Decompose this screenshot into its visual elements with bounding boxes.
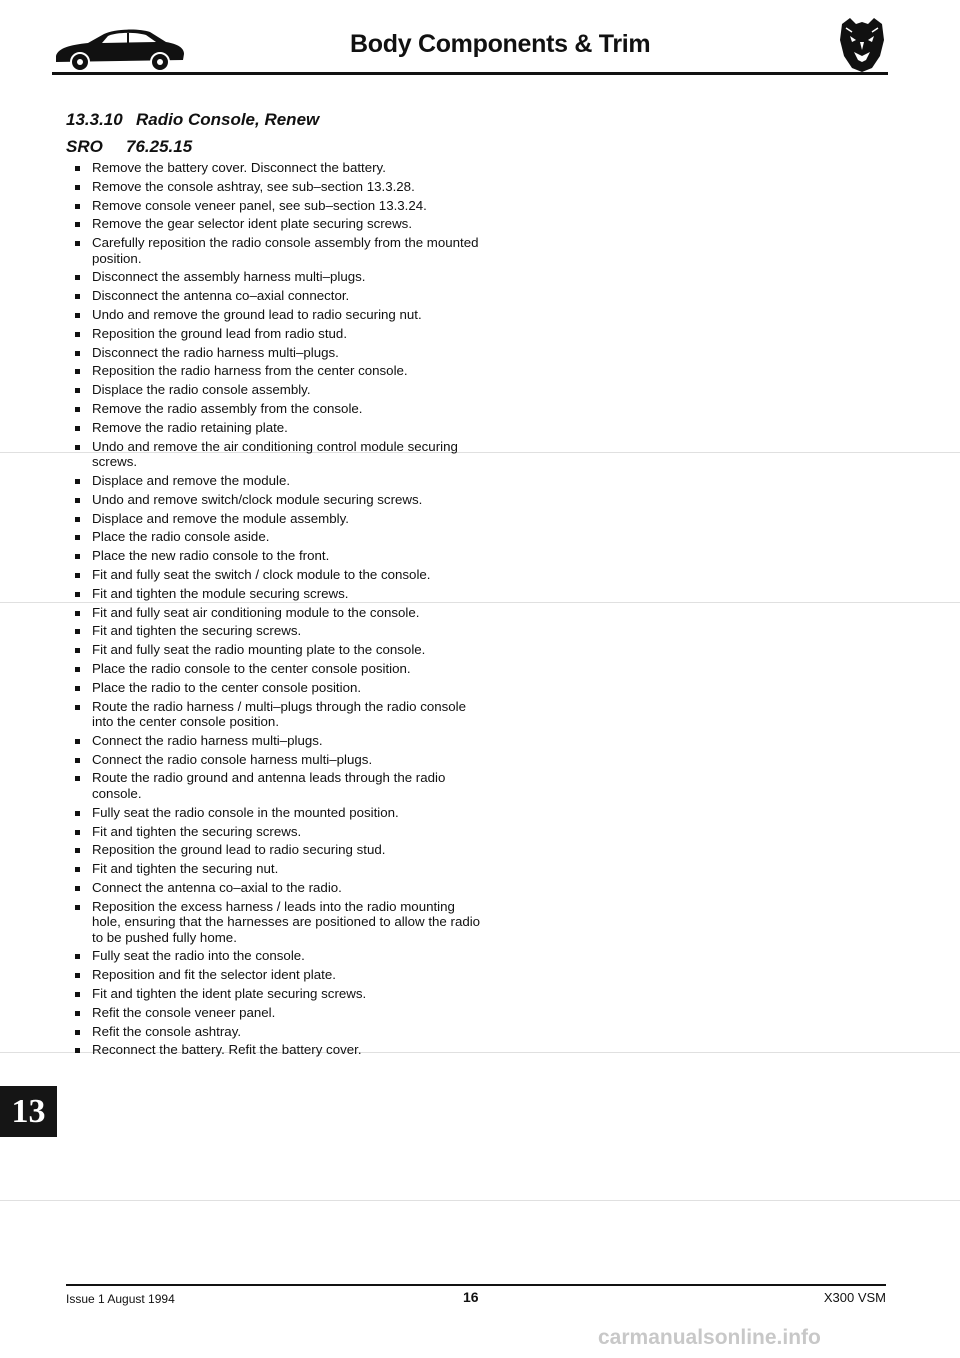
bullet-icon (75, 517, 80, 522)
procedure-step: Disconnect the assembly harness multi–plugs. (74, 269, 484, 285)
bullet-icon (75, 407, 80, 412)
bullet-icon (75, 185, 80, 190)
bullet-icon (75, 705, 80, 710)
procedure-step: Fit and tighten the module securing screws. (74, 586, 484, 602)
bullet-icon (75, 648, 80, 653)
procedure-step: Reconnect the battery. Refit the battery cover. (74, 1042, 484, 1058)
bullet-icon (75, 535, 80, 540)
procedure-step: Remove console veneer panel, see sub–section 13.3.24. (74, 198, 484, 214)
procedure-step: Connect the antenna co–axial to the radio. (74, 880, 484, 896)
bullet-icon (75, 973, 80, 978)
procedure-steps (74, 160, 484, 1061)
procedure-step: Remove the gear selector ident plate securing screws. (74, 216, 484, 232)
procedure-step: Disconnect the antenna co–axial connector. (74, 288, 484, 304)
section-title-text: Radio Console, Renew (136, 110, 320, 129)
procedure-step: Fit and fully seat the switch / clock module to the console. (74, 567, 484, 583)
page-header-title: Body Components & Trim (350, 30, 651, 58)
bullet-icon (75, 222, 80, 227)
procedure-step: Remove the battery cover. Disconnect the battery. (74, 160, 484, 176)
footer-doc-code: X300 VSM (823, 1290, 886, 1305)
procedure-step: Route the radio ground and antenna leads through the radio console. (74, 770, 484, 801)
procedure-step: Displace and remove the module assembly. (74, 511, 484, 527)
procedure-step: Route the radio harness / multi–plugs through the radio console into the center console position. (74, 699, 484, 730)
bullet-icon (75, 479, 80, 484)
procedure-step: Reposition and fit the selector ident plate. (74, 967, 484, 983)
procedure-step: Refit the console ashtray. (74, 1024, 484, 1040)
bullet-icon (75, 166, 80, 171)
procedure-step: Connect the radio harness multi–plugs. (74, 733, 484, 749)
bullet-icon (75, 886, 80, 891)
bullet-icon (75, 1048, 80, 1053)
bullet-icon (75, 1011, 80, 1016)
procedure-step: Place the radio to the center console position. (74, 680, 484, 696)
bullet-icon (75, 498, 80, 503)
bullet-icon (75, 848, 80, 853)
bullet-icon (75, 313, 80, 318)
procedure-step: Reposition the ground lead from radio stud. (74, 326, 484, 342)
procedure-step: Fit and tighten the ident plate securing screws. (74, 986, 484, 1002)
procedure-step: Carefully reposition the radio console assembly from the mounted position. (74, 235, 484, 266)
bullet-icon (75, 369, 80, 374)
bullet-icon (75, 992, 80, 997)
jaguar-head-icon (836, 16, 888, 74)
procedure-step: Fit and fully seat the radio mounting plate to the console. (74, 642, 484, 658)
bullet-icon (75, 954, 80, 959)
bullet-icon (75, 867, 80, 872)
bullet-icon (75, 667, 80, 672)
page-number: 16 (463, 1289, 479, 1305)
scan-line (0, 1200, 960, 1201)
procedure-step: Remove the radio assembly from the console. (74, 401, 484, 417)
section-heading (66, 110, 319, 130)
bullet-icon (75, 241, 80, 246)
procedure-step: Reposition the ground lead to radio securing stud. (74, 842, 484, 858)
bullet-icon (75, 351, 80, 356)
bullet-icon (75, 445, 80, 450)
jaguar-car-icon (52, 22, 188, 72)
bullet-icon (75, 811, 80, 816)
footer-rule (66, 1284, 886, 1286)
procedure-step: Place the radio console aside. (74, 529, 484, 545)
procedure-step: Place the new radio console to the front. (74, 548, 484, 564)
bullet-icon (75, 629, 80, 634)
procedure-step: Undo and remove the ground lead to radio securing nut. (74, 307, 484, 323)
bullet-icon (75, 426, 80, 431)
procedure-step: Connect the radio console harness multi–plugs. (74, 752, 484, 768)
bullet-icon (75, 275, 80, 280)
procedure-step: Fit and tighten the securing screws. (74, 623, 484, 639)
bullet-icon (75, 686, 80, 691)
procedure-step: Fit and fully seat air conditioning module to the console. (74, 605, 484, 621)
bullet-icon (75, 294, 80, 299)
chapter-tab: 13 (0, 1086, 57, 1137)
footer-issue: Issue 1 August 1994 (66, 1292, 175, 1306)
bullet-icon (75, 611, 80, 616)
bullet-icon (75, 830, 80, 835)
bullet-icon (75, 1030, 80, 1035)
bullet-icon (75, 739, 80, 744)
procedure-step: Fit and tighten the securing nut. (74, 861, 484, 877)
procedure-step: Remove the console ashtray, see sub–section 13.3.28. (74, 179, 484, 195)
bullet-icon (75, 332, 80, 337)
procedure-step: Fully seat the radio console in the mounted position. (74, 805, 484, 821)
procedure-step: Fit and tighten the securing screws. (74, 824, 484, 840)
procedure-step: Reposition the excess harness / leads into the radio mounting hole, ensuring that the harnesses are positioned to allow the radio to be pushed fully home. (74, 899, 484, 946)
procedure-step: Undo and remove the air conditioning control module securing screws. (74, 439, 484, 470)
bullet-icon (75, 758, 80, 763)
procedure-step: Undo and remove switch/clock module securing screws. (74, 492, 484, 508)
bullet-icon (75, 388, 80, 393)
procedure-step: Refit the console veneer panel. (74, 1005, 484, 1021)
page-header (0, 0, 960, 80)
procedure-step: Remove the radio retaining plate. (74, 420, 484, 436)
procedure-step: Displace and remove the module. (74, 473, 484, 489)
bullet-icon (75, 554, 80, 559)
bullet-icon (75, 776, 80, 781)
bullet-icon (75, 204, 80, 209)
procedure-step: Reposition the radio harness from the center console. (74, 363, 484, 379)
sro-line (66, 137, 192, 157)
bullet-icon (75, 905, 80, 910)
header-rule (52, 72, 888, 75)
bullet-icon (75, 592, 80, 597)
section-number: 13.3.10 (66, 110, 123, 129)
procedure-step: Fully seat the radio into the console. (74, 948, 484, 964)
bullet-icon (75, 573, 80, 578)
watermark: carmanualsonline.info (598, 1326, 821, 1349)
procedure-step: Displace the radio console assembly. (74, 382, 484, 398)
sro-label: SRO (66, 137, 103, 156)
sro-number: 76.25.15 (126, 137, 193, 156)
procedure-step: Disconnect the radio harness multi–plugs. (74, 345, 484, 361)
procedure-step: Place the radio console to the center console position. (74, 661, 484, 677)
